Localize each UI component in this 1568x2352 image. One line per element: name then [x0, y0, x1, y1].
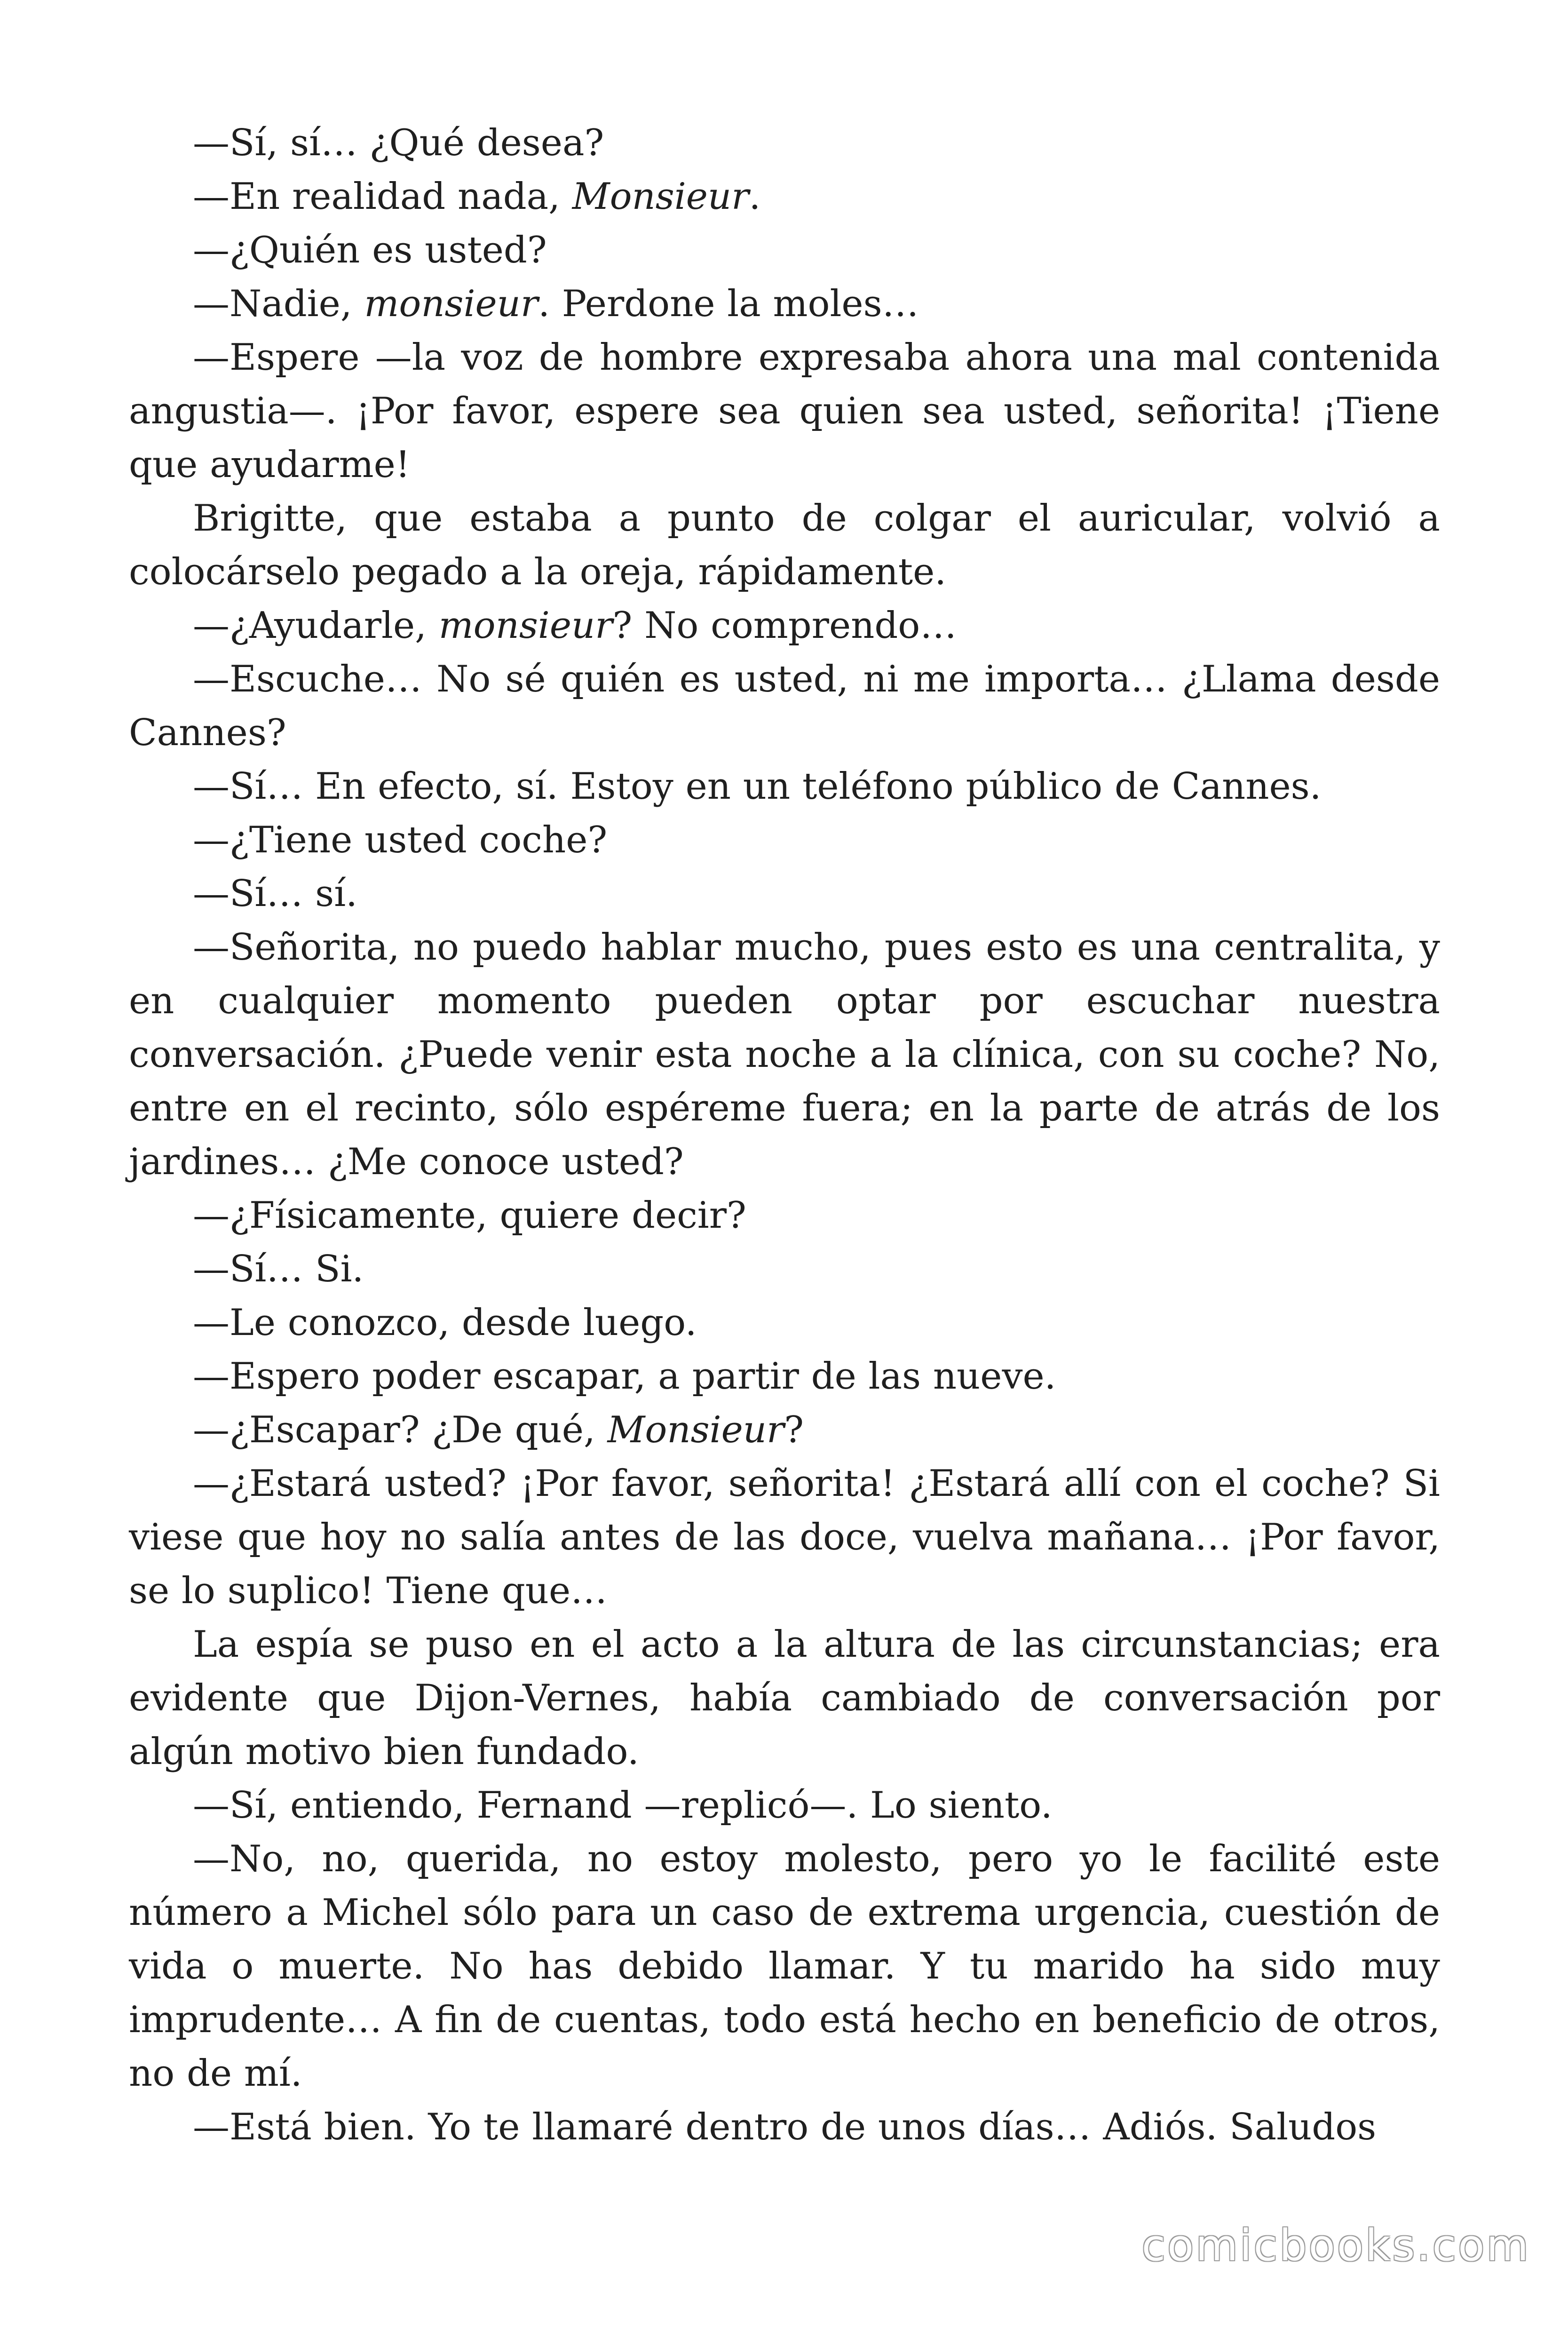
text-paragraph [129, 116, 1440, 170]
text-paragraph [129, 1189, 1440, 1242]
text-paragraph [129, 1832, 1440, 2100]
text-paragraph [129, 1618, 1440, 1779]
text-paragraph [129, 277, 1440, 331]
text-run: —Sí… En efecto, sí. Estoy en un teléfono público de Cannes. [193, 765, 1322, 808]
text-paragraph [129, 813, 1440, 867]
text-run: —Escuche… No sé quién es usted, ni me importa… ¿Llama desde Cannes? [129, 658, 1440, 754]
text-run: Brigitte, que estaba a punto de colgar el auricular, volvió a colocárselo pegado a la oreja, rápidamente. [129, 497, 1440, 593]
text-run: . Perdone la moles… [538, 283, 919, 325]
text-run: ? [784, 1409, 804, 1451]
text-run: —Le conozco, desde luego. [193, 1302, 697, 1344]
italic-text-run: monsieur [364, 283, 539, 325]
text-run: —Sí, entiendo, Fernand —replicó—. Lo siento. [193, 1784, 1053, 1827]
text-paragraph [129, 170, 1440, 223]
text-run: —¿Ayudarle, [193, 604, 439, 647]
text-paragraph [129, 867, 1440, 921]
text-paragraph [129, 331, 1440, 492]
text-run: —¿Quién es usted? [193, 229, 547, 271]
text-paragraph [129, 652, 1440, 760]
text-paragraph [129, 1457, 1440, 1618]
text-run: La espía se puso en el acto a la altura de las circunstancias; era evidente que Dijon-Vernes, había cambiado de conversación por algún motivo bien fundado. [129, 1623, 1440, 1773]
text-run: . [749, 175, 761, 218]
text-paragraph [129, 492, 1440, 599]
text-run: —Espero poder escapar, a partir de las nueve. [193, 1355, 1056, 1398]
text-run: —Espere —la voz de hombre expresaba ahora una mal contenida angustia—. ¡Por favor, espere sea quien sea usted, señorita! ¡Tiene que ayudarme! [129, 336, 1440, 486]
text-run: —Señorita, no puedo hablar mucho, pues esto es una centralita, y en cualquier momento pueden optar por escuchar nuestra conversación. ¿Puede venir esta noche a la clínica, con su coche? No, entre en el recinto, sólo espéreme fuera; en la parte de atrás de los jardines… ¿Me conoce usted? [129, 926, 1440, 1183]
text-run: ? No comprendo… [612, 604, 957, 647]
text-run: —¿Estará usted? ¡Por favor, señorita! ¿Estará allí con el coche? Si viese que hoy no salía antes de las doce, vuelva mañana… ¡Por favor, se lo suplico! Tiene que… [129, 1462, 1440, 1612]
text-run: —Está bien. Yo te llamaré dentro de unos días… Adiós. Saludos [193, 2106, 1377, 2148]
text-paragraph [129, 1296, 1440, 1350]
text-paragraph [129, 921, 1440, 1189]
text-run: —No, no, querida, no estoy molesto, pero yo le facilité este número a Michel sólo para un caso de extrema urgencia, cuestión de vida o muerte. No has debido llamar. Y tu marido ha sido muy imprudente… A fin de cuentas, todo está hecho en beneficio de otros, no de mí. [129, 1838, 1440, 2095]
italic-text-run: Monsieur [572, 175, 749, 218]
italic-text-run: Monsieur [607, 1409, 784, 1451]
site-watermark: comicbooks.com [1141, 2220, 1530, 2271]
text-run: —Sí… sí. [193, 873, 357, 915]
text-paragraph [129, 223, 1440, 277]
text-run: —¿Tiene usted coche? [193, 819, 608, 861]
text-run: —Sí… Si. [193, 1248, 364, 1290]
text-paragraph [129, 599, 1440, 652]
text-paragraph [129, 760, 1440, 813]
text-paragraph [129, 2100, 1440, 2154]
text-run: —En realidad nada, [193, 175, 572, 218]
book-page-text [129, 116, 1440, 2154]
text-run: —¿Físicamente, quiere decir? [193, 1194, 746, 1237]
text-paragraph [129, 1350, 1440, 1403]
text-run: —Sí, sí… ¿Qué desea? [193, 122, 604, 164]
text-run: —Nadie, [193, 283, 364, 325]
text-paragraph [129, 1403, 1440, 1457]
text-paragraph [129, 1779, 1440, 1832]
text-paragraph [129, 1242, 1440, 1296]
italic-text-run: monsieur [438, 604, 613, 647]
text-run: —¿Escapar? ¿De qué, [193, 1409, 608, 1451]
